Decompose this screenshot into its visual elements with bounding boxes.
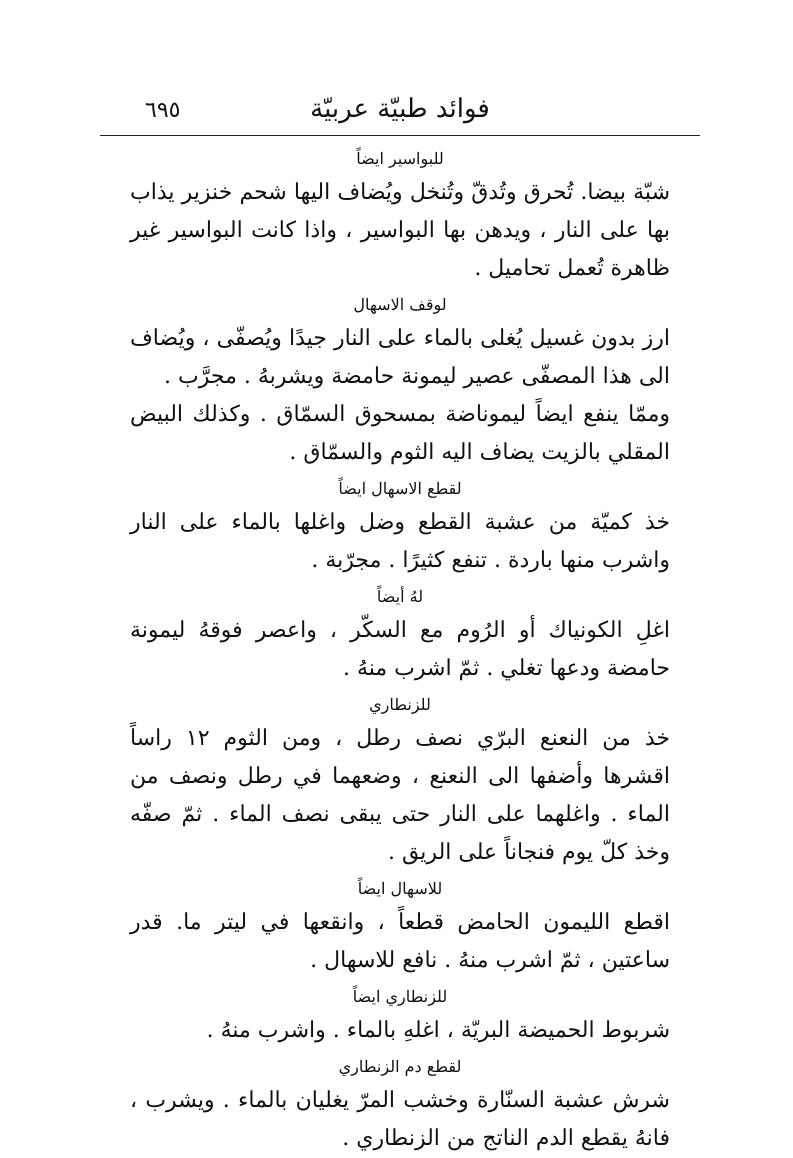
page-body	[100, 142, 700, 1158]
recipe-paragraph: شبّة بيضا. تُحرق وتُدقّ وتُنخل ويُضاف اليها شحم خنزير يذاب بها على النار ، ويدهن بها البواسير ، واذا كانت البواسير غير ظاهرة تُعمل تحاميل .	[130, 180, 670, 281]
recipe-paragraph: اغلِ الكونياك أو الرُوم مع السكّر ، واعصر فوقهُ ليمونة حامضة ودعها تغلي . ثمّ اشرب منهُ .	[130, 618, 670, 681]
section-dysentery-also	[100, 986, 700, 1050]
page-header	[100, 92, 700, 132]
recipe-paragraph: خذ كميّة من عشبة القطع وضل واغلها بالماء على النار واشرب منها باردة . تنفع كثيرًا . مجرّبة .	[130, 510, 670, 573]
section-heading: للزنطاري ايضاً	[352, 987, 448, 1006]
recipe-paragraph: خذ من النعنع البرّي نصف رطل ، ومن الثوم ١٢ راساً اقشرها وأضفها الى النعنع ، وضعهما في رطل ونصف من الماء . واغلهما على النار حتى يبقى نصف الماء . ثمّ صفّه وخذ كلّ يوم فنجاناً على الريق .	[130, 726, 670, 865]
section-for-it-also	[100, 586, 700, 688]
section-heading: لقطع دم الزنطاري	[338, 1057, 462, 1076]
recipe-paragraph: وممّا ينفع ايضاً ليموناضة بمسحوق السمّاق . وكذلك البيض المقلي بالزيت يضاف اليه الثوم والسمّاق .	[130, 402, 670, 465]
running-title: فوائد طبيّة عربيّة	[310, 94, 490, 124]
section-heading: لقطع الاسهال ايضاً	[338, 479, 462, 498]
section-heading: لوقف الاسهال	[353, 295, 447, 314]
recipe-paragraph: ارز بدون غسيل يُغلى بالماء على النار جيدًا ويُصفّى ، ويُضاف الى هذا المصفّى عصير ليمونة حامضة ويشربهُ . مجرَّب .	[130, 326, 670, 389]
section-dysentery	[100, 694, 700, 872]
recipe-paragraph: شربوط الحميضة البريّة ، اغلهِ بالماء . واشرب منهُ .	[206, 1018, 670, 1043]
section-cut-diarrhea-also	[100, 478, 700, 580]
recipe-paragraph: شرش عشبة السنّارة وخشب المرّ يغليان بالماء . ويشرب ، فانهُ يقطع الدم الناتج من الزنطاري .	[130, 1088, 670, 1151]
section-dysentery-blood	[100, 1056, 700, 1158]
section-heading: للزنطاري	[369, 695, 431, 714]
section-hemorrhoids-also	[100, 148, 700, 288]
header-rule	[100, 135, 700, 136]
section-stop-diarrhea	[100, 294, 700, 472]
section-heading: للبواسير ايضاً	[356, 149, 444, 168]
recipe-paragraph: اقطع الليمون الحامض قطعاً ، وانقعها في ليتر ما. قدر ساعتين ، ثمّ اشرب منهُ . نافع للاسهال .	[130, 910, 670, 973]
page-number: ٦٩٥	[145, 98, 181, 123]
section-heading: لهُ أيضاً	[376, 587, 424, 606]
section-diarrhea-also	[100, 878, 700, 980]
section-heading: للاسهال ايضاً	[357, 879, 443, 898]
